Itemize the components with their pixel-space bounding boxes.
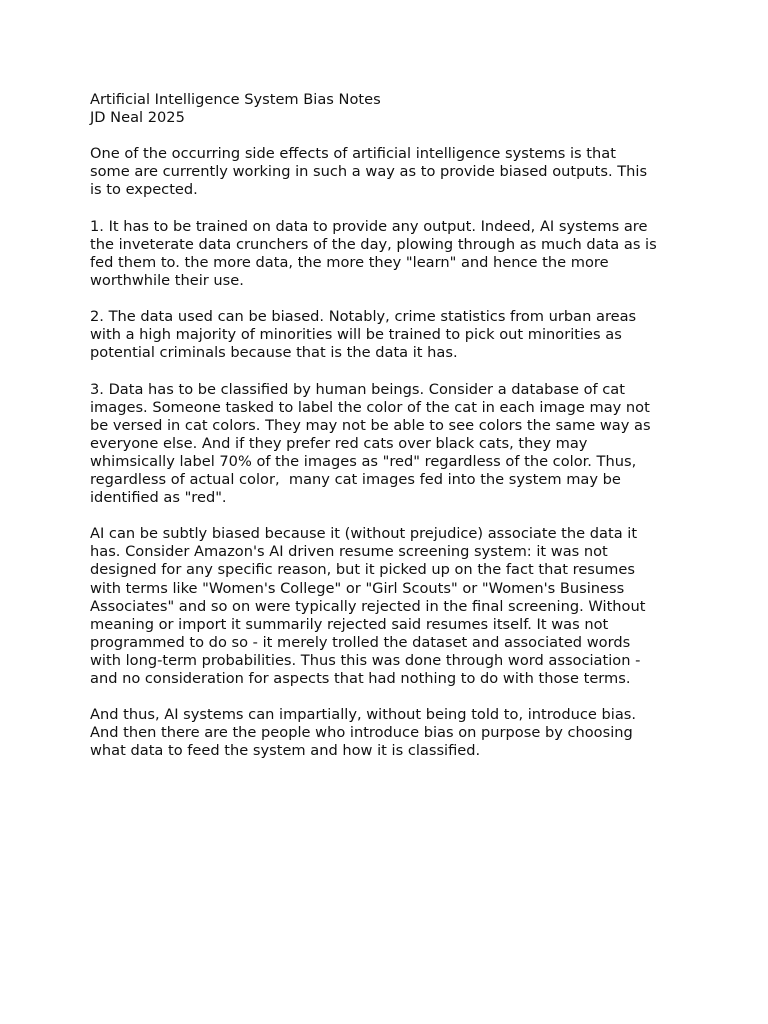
body-paragraph [90,381,690,508]
body-paragraph [90,525,690,688]
paragraph-line: And thus, AI systems can impartially, without being told to, introduce bias. [90,706,637,724]
paragraph-line: meaning or import it summarily rejected said resumes itself. It was not [90,615,609,633]
paragraph-gap [90,688,690,706]
document-title: Artificial Intelligence System Bias Notes [90,91,381,108]
paragraph-line: some are currently working in such a way as to provide biased outputs. This [90,163,648,181]
body-paragraph [90,706,690,760]
paragraph-line: worthwhile their use. [90,271,244,289]
paragraph-line: and no consideration for aspects that had nothing to do with those terms. [90,670,631,687]
document-body [90,145,690,760]
paragraph-line: designed for any specific reason, but it picked up on the fact that resumes [90,561,635,579]
paragraph-line: the inveterate data crunchers of the day, plowing through as much data as is [90,235,657,253]
paragraph-line: be versed in cat colors. They may not be able to see colors the same way as [90,416,651,434]
paragraph-line: with a high majority of minorities will be trained to pick out minorities as [90,326,622,344]
body-paragraph [90,308,690,362]
paragraph-line: One of the occurring side effects of artificial intelligence systems is that [90,145,616,163]
paragraph-line: 3. Data has to be classified by human beings. Consider a database of cat [90,380,625,398]
paragraph-line: 1. It has to be trained on data to provide any output. Indeed, AI systems are [90,217,648,235]
paragraph-gap [90,507,690,525]
paragraph-line: whimsically label 70% of the images as "red" regardless of the color. Thus, [90,452,637,470]
paragraph-line: everyone else. And if they prefer red cats over black cats, they may [90,434,588,452]
paragraph-line: Associates" and so on were typically rejected in the final screening. Without [90,597,646,615]
paragraph-line: identified as "red". [90,489,227,507]
paragraph-line: fed them to. the more data, the more they "learn" and hence the more [90,253,609,271]
paragraph-line: with terms like "Women's College" or "Girl Scouts" or "Women's Business [90,579,625,597]
paragraph-line: is to expected. [90,181,198,199]
paragraph-gap [90,200,690,218]
document-author-line: JD Neal 2025 [90,109,185,127]
paragraph-line: And then there are the people who introduce bias on purpose by choosing [90,724,633,742]
paragraph-gap [90,362,690,380]
paragraph-gap [90,290,690,308]
paragraph-line: programmed to do so - it merely trolled the dataset and associated words [90,633,631,651]
paragraph-line: images. Someone tasked to label the color of the cat in each image may not [90,398,650,416]
paragraph-line: potential criminals because that is the data it has. [90,344,458,362]
document-page [90,91,690,760]
paragraph-gap [90,127,690,145]
body-paragraph [90,218,690,290]
paragraph-line: AI can be subtly biased because it (without prejudice) associate the data it [90,525,638,543]
body-paragraph [90,145,690,199]
paragraph-line: 2. The data used can be biased. Notably, crime statistics from urban areas [90,308,637,326]
paragraph-line: with long-term probabilities. Thus this was done through word association - [90,651,641,669]
paragraph-line: what data to feed the system and how it is classified. [90,742,481,760]
paragraph-line: has. Consider Amazon's AI driven resume screening system: it was not [90,543,608,561]
paragraph-line: regardless of actual color, many cat images fed into the system may be [90,470,621,488]
